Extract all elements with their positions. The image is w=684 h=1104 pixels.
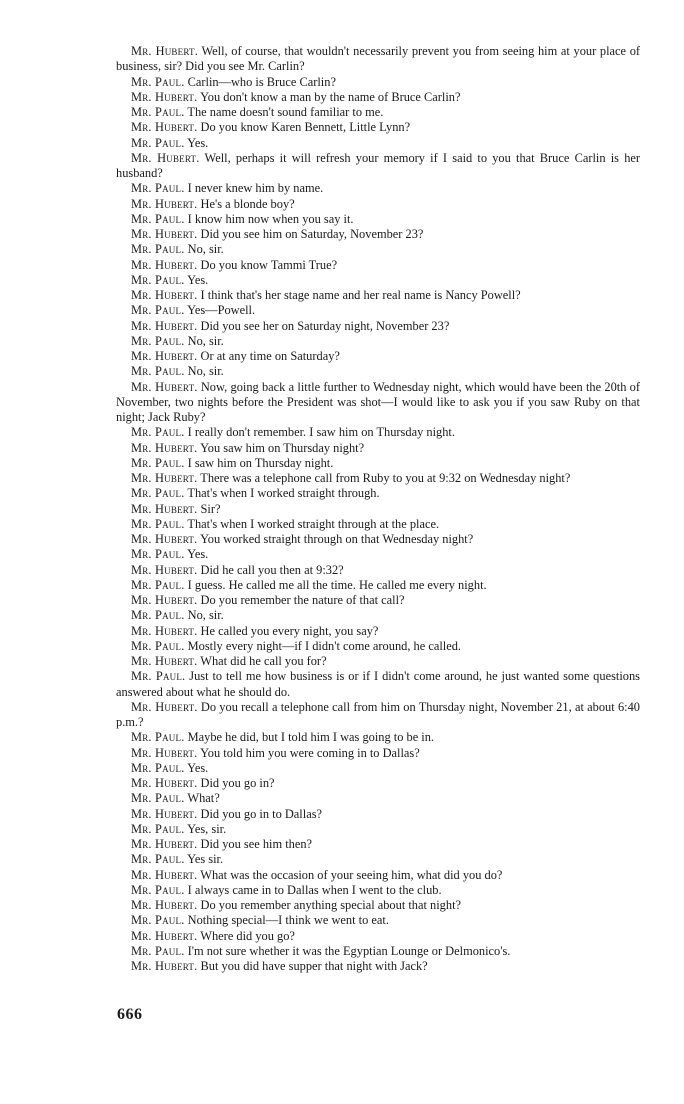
testimony-text: Yes. <box>187 547 209 562</box>
testimony-text: That's when I worked straight through at the place. <box>187 516 440 531</box>
speaker-name: Mr. Hubert. <box>131 898 198 912</box>
testimony-text: Do you know Tammi True? <box>200 257 338 272</box>
speaker-name: Mr. Paul. <box>131 364 185 379</box>
speaker-name: Mr. Paul. <box>131 669 186 684</box>
speaker-name: Mr. Hubert. <box>131 44 198 58</box>
testimony-line <box>116 913 640 928</box>
testimony-text: Just to tell me how business is or if I didn't come around, he just wanted some questions answered about what he should do. <box>116 669 640 699</box>
testimony-text: You don't know a man by the name of Bruce Carlin? <box>200 89 461 104</box>
testimony-line <box>116 380 640 426</box>
testimony-text: No, sir. <box>187 608 224 623</box>
speaker-name: Mr. Hubert. <box>131 532 198 546</box>
testimony-text: Sir? <box>200 501 221 516</box>
testimony-line <box>116 608 640 623</box>
speaker-name: Mr. Hubert. <box>131 150 200 165</box>
speaker-name: Mr. Hubert. <box>131 654 198 668</box>
testimony-text: Did you see him then? <box>200 837 313 851</box>
speaker-name: Mr. Paul. <box>131 74 185 89</box>
testimony-text: Yes. <box>187 760 209 775</box>
testimony-line <box>116 303 640 318</box>
testimony-line <box>116 944 640 959</box>
testimony-text: Carlin—who is Bruce Carlin? <box>187 74 336 89</box>
testimony-line <box>116 837 640 852</box>
speaker-name: Mr. Paul. <box>131 943 185 958</box>
testimony-line <box>116 288 640 303</box>
speaker-name: Mr. Hubert. <box>131 867 198 882</box>
testimony-text: But you did have supper that night with Jack? <box>200 959 428 973</box>
testimony-line <box>116 273 640 288</box>
speaker-name: Mr. Paul. <box>131 638 185 653</box>
speaker-name: Mr. Hubert. <box>131 120 198 135</box>
speaker-name: Mr. Paul. <box>131 486 185 501</box>
testimony-line <box>116 212 640 227</box>
testimony-line <box>116 319 640 334</box>
testimony-text: I always came in to Dallas when I went to the club. <box>187 882 442 897</box>
testimony-text: I really don't remember. I saw him on Thursday night. <box>187 425 455 440</box>
speaker-name: Mr. Paul. <box>131 455 185 470</box>
testimony-text: Well, perhaps it will refresh your memory if I said to you that Bruce Carlin is her husband? <box>116 150 641 180</box>
speaker-name: Mr. Paul. <box>131 333 185 348</box>
speaker-name: Mr. Hubert. <box>131 318 198 333</box>
testimony-line <box>116 227 640 242</box>
speaker-name: Mr. Paul. <box>131 516 185 531</box>
testimony-line <box>116 883 640 898</box>
testimony-text: Do you remember anything special about that night? <box>200 898 462 912</box>
testimony-line <box>116 441 640 456</box>
testimony-text: I know him now when you say it. <box>187 211 354 226</box>
speaker-name: Mr. Hubert. <box>131 623 198 638</box>
speaker-name: Mr. Paul. <box>131 272 185 287</box>
testimony-line <box>116 151 640 182</box>
testimony-line <box>116 578 640 593</box>
testimony-text: You saw him on Thursday night? <box>200 440 365 455</box>
testimony-text: That's when I worked straight through. <box>187 486 380 501</box>
testimony-text: No, sir. <box>187 364 224 379</box>
testimony-line <box>116 746 640 761</box>
speaker-name: Mr. Hubert. <box>131 349 198 363</box>
testimony-text: Do you recall a telephone call from him on Thursday night, November 21, at about 6:40 p.m.? <box>116 699 640 729</box>
speaker-name: Mr. Hubert. <box>131 257 198 272</box>
testimony-text: The name doesn't sound familiar to me. <box>187 105 384 119</box>
testimony-text: Now, going back a little further to Wednesday night, which would have been the 20th of November, two nights before the President was shot—I would like to ask you if you saw Ruby on that night; Jack Ruby? <box>116 379 640 424</box>
testimony-text: I guess. He called me all the time. He called me every night. <box>187 577 487 592</box>
testimony-line <box>116 822 640 837</box>
testimony-line <box>116 258 640 273</box>
testimony-line <box>116 624 640 639</box>
speaker-name: Mr. Hubert. <box>131 562 198 577</box>
testimony-line <box>116 349 640 364</box>
speaker-name: Mr. Paul. <box>131 211 185 226</box>
testimony-text: Did you see her on Saturday night, November 23? <box>200 318 450 333</box>
testimony-text: Do you remember the nature of that call? <box>200 593 405 607</box>
speaker-name: Mr. Paul. <box>131 242 185 257</box>
testimony-line <box>116 517 640 532</box>
testimony-line <box>116 761 640 776</box>
testimony-text: I think that's her stage name and her real name is Nancy Powell? <box>200 288 521 302</box>
testimony-text: Did you see him on Saturday, November 23? <box>200 227 424 241</box>
testimony-text: Nothing special—I think we went to eat. <box>187 913 389 928</box>
testimony-text: Yes. <box>187 272 209 287</box>
speaker-name: Mr. Hubert. <box>131 837 198 851</box>
testimony-line <box>116 471 640 486</box>
testimony-text: What did he call you for? <box>200 654 327 668</box>
testimony-line <box>116 486 640 501</box>
speaker-name: Mr. Hubert. <box>131 776 198 790</box>
speaker-name: Mr. Hubert. <box>131 196 198 211</box>
testimony-line <box>116 181 640 196</box>
testimony-text: Mostly every night—if I didn't come around, he called. <box>187 638 462 653</box>
testimony-line <box>116 929 640 944</box>
testimony-line <box>116 334 640 349</box>
testimony-line <box>116 120 640 135</box>
testimony-text: There was a telephone call from Ruby to you at 9:32 on Wednesday night? <box>200 471 571 485</box>
testimony-line <box>116 593 640 608</box>
speaker-name: Mr. Paul. <box>131 425 185 440</box>
testimony-line <box>116 456 640 471</box>
testimony-text: You told him you were coming in to Dallas? <box>200 745 420 760</box>
testimony-text: Do you know Karen Bennett, Little Lynn? <box>200 120 411 135</box>
testimony-line <box>116 959 640 974</box>
speaker-name: Mr. Paul. <box>131 760 185 775</box>
testimony-line <box>116 700 640 731</box>
speaker-name: Mr. Paul. <box>131 303 185 318</box>
speaker-name: Mr. Hubert. <box>131 806 198 821</box>
testimony-line <box>116 776 640 791</box>
testimony-line <box>116 425 640 440</box>
testimony-text: I never knew him by name. <box>187 181 324 196</box>
testimony-line <box>116 197 640 212</box>
speaker-name: Mr. Paul. <box>131 135 185 150</box>
speaker-name: Mr. Paul. <box>131 730 185 745</box>
testimony-line <box>116 502 640 517</box>
testimony-line <box>116 75 640 90</box>
speaker-name: Mr. Paul. <box>131 913 185 928</box>
speaker-name: Mr. Paul. <box>131 181 185 196</box>
testimony-line <box>116 364 640 379</box>
testimony-line <box>116 532 640 547</box>
testimony-text: Yes, sir. <box>187 821 227 836</box>
speaker-name: Mr. Paul. <box>131 547 185 562</box>
testimony-text: Did he call you then at 9:32? <box>200 562 344 577</box>
testimony-text: Maybe he did, but I told him I was going to be in. <box>187 730 435 745</box>
testimony-line <box>116 136 640 151</box>
speaker-name: Mr. Paul. <box>131 791 185 806</box>
testimony-text: Did you go in to Dallas? <box>200 806 323 821</box>
speaker-name: Mr. Hubert. <box>131 928 198 943</box>
testimony-line <box>116 669 640 700</box>
testimony-text: No, sir. <box>187 242 224 257</box>
testimony-text: Yes—Powell. <box>187 303 256 318</box>
speaker-name: Mr. Hubert. <box>131 379 198 394</box>
testimony-text: No, sir. <box>187 333 224 348</box>
speaker-name: Mr. Paul. <box>131 821 185 836</box>
testimony-line <box>116 90 640 105</box>
testimony-line <box>116 654 640 669</box>
speaker-name: Mr. Paul. <box>131 577 185 592</box>
testimony-text: What? <box>187 791 220 806</box>
speaker-name: Mr. Paul. <box>131 882 185 897</box>
testimony-text: What was the occasion of your seeing him, what did you do? <box>200 867 503 882</box>
testimony-text: Well, of course, that wouldn't necessarily prevent you from seeing him at your place of business, sir? Did you see Mr. Carlin? <box>116 44 641 74</box>
testimony-line <box>116 242 640 257</box>
testimony-line <box>116 44 640 75</box>
testimony-text: Did you go in? <box>200 776 275 790</box>
testimony-text: You worked straight through on that Wednesday night? <box>200 532 474 546</box>
speaker-name: Mr. Hubert. <box>131 959 198 973</box>
speaker-name: Mr. Hubert. <box>131 471 198 485</box>
testimony-text: Yes. <box>187 135 209 150</box>
speaker-name: Mr. Paul. <box>131 608 185 623</box>
speaker-name: Mr. Paul. <box>131 105 185 119</box>
testimony-line <box>116 898 640 913</box>
testimony-text: He's a blonde boy? <box>200 196 295 211</box>
testimony-text: I saw him on Thursday night. <box>187 455 334 470</box>
testimony-text: Or at any time on Saturday? <box>200 349 340 363</box>
testimony-line <box>116 639 640 654</box>
page-number: 666 <box>117 1006 143 1023</box>
speaker-name: Mr. Hubert. <box>131 699 198 714</box>
speaker-name: Mr. Paul. <box>131 852 185 867</box>
speaker-name: Mr. Hubert. <box>131 227 198 241</box>
transcript-page <box>116 44 640 974</box>
testimony-text: I'm not sure whether it was the Egyptian Lounge or Delmonico's. <box>187 943 511 958</box>
testimony-line <box>116 563 640 578</box>
speaker-name: Mr. Hubert. <box>131 593 198 607</box>
testimony-line <box>116 807 640 822</box>
testimony-text: Where did you go? <box>200 928 295 943</box>
speaker-name: Mr. Hubert. <box>131 440 198 455</box>
speaker-name: Mr. Hubert. <box>131 288 198 302</box>
speaker-name: Mr. Hubert. <box>131 501 198 516</box>
testimony-line <box>116 105 640 120</box>
testimony-line <box>116 730 640 745</box>
testimony-line <box>116 547 640 562</box>
speaker-name: Mr. Hubert. <box>131 745 198 760</box>
testimony-line <box>116 852 640 867</box>
testimony-line <box>116 868 640 883</box>
testimony-text: He called you every night, you say? <box>200 623 379 638</box>
testimony-line <box>116 791 640 806</box>
testimony-text: Yes sir. <box>187 852 224 867</box>
speaker-name: Mr. Hubert. <box>131 89 198 104</box>
